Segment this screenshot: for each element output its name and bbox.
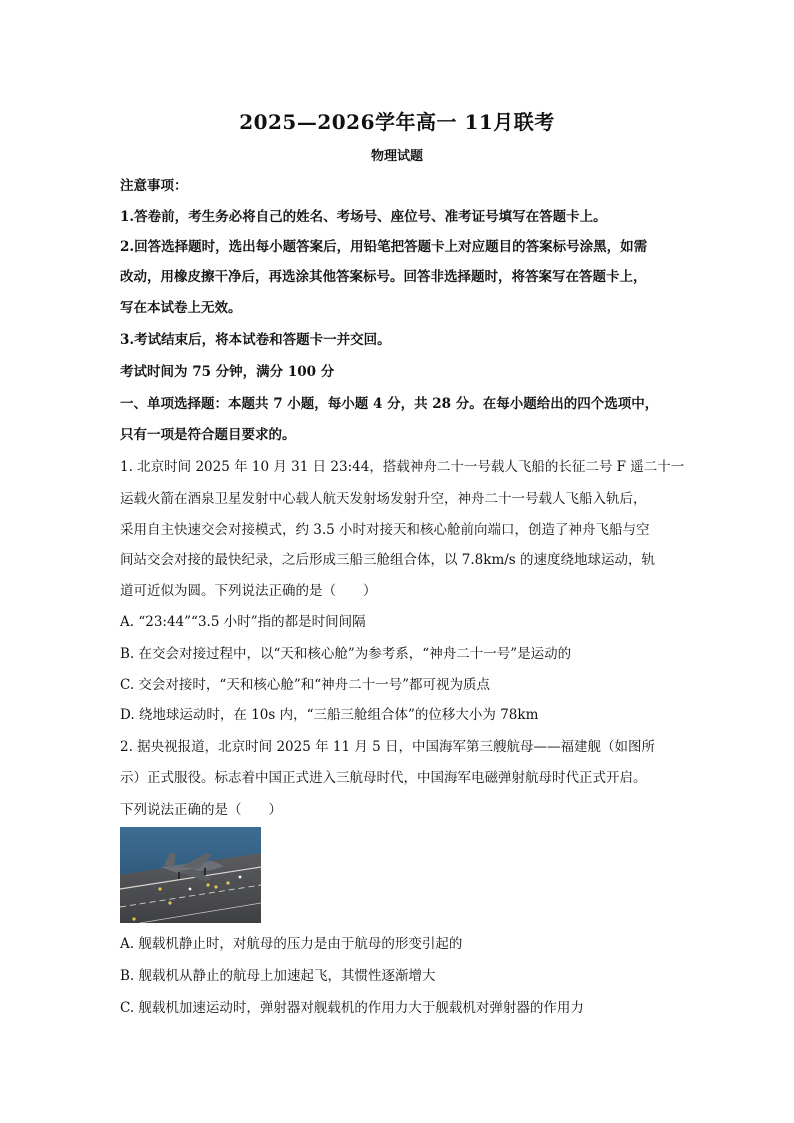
aircraft-carrier-photo (120, 827, 261, 923)
notice-item: 改动，用橡皮擦干净后，再选涂其他答案标号。回答非选择题时，将答案写在答题卡上， (120, 269, 647, 285)
section-heading: 一、单项选择题：本题共 7 小题，每小题 4 分，共 28 分。在每小题给出的四个选项中， (120, 396, 659, 412)
question-1-stem: 间站交会对接的最快纪录，之后形成三船三舱组合体，以 7.8km/s 的速度绕地球运动，轨 (120, 552, 656, 568)
question-1-stem: 道可近似为圆。下列说法正确的是（ ） (120, 583, 377, 599)
section-heading: 只有一项是符合题目要求的。 (120, 427, 296, 443)
question-2-option-b: B. 舰载机从静止的航母上加速起飞，其惯性逐渐增大 (120, 968, 436, 984)
question-2-stem: 示）正式服役。标志着中国正式进入三航母时代，中国海军电磁弹射航母时代正式开启。 (120, 770, 647, 786)
notice-item: 3.考试结束后，将本试卷和答题卡一并交回。 (120, 332, 391, 348)
question-1-option-c: C. 交会对接时，“天和核心舱”和“神舟二十一号”都可视为质点 (120, 677, 491, 693)
page-title: 2025—2026学年高一 11月联考 (239, 110, 555, 134)
question-2-stem: 下列说法正确的是（ ） (120, 802, 282, 818)
question-1-stem: 运载火箭在酒泉卫星发射中心载人航天发射场发射升空，神舟二十一号载人飞船入轨后， (120, 491, 647, 507)
notice-item: 1.答卷前，考生务必将自己的姓名、考场号、座位号、准考证号填写在答题卡上。 (120, 209, 607, 225)
carrier-deck-image (120, 827, 261, 923)
notice-heading: 注意事项： (120, 178, 188, 194)
exam-time-line: 考试时间为 75 分钟，满分 100 分 (120, 364, 335, 380)
question-1-option-d: D. 绕地球运动时，在 10s 内，“三船三舱组合体”的位移大小为 78km (120, 707, 539, 723)
page-subtitle: 物理试题 (370, 149, 423, 164)
question-1-stem: 1. 北京时间 2025 年 10 月 31 日 23:44，搭载神舟二十一号载人飞船的长征二号 F 遥二十一 (120, 459, 685, 475)
question-2-option-c: C. 舰载机加速运动时，弹射器对舰载机的作用力大于舰载机对弹射器的作用力 (120, 1000, 584, 1016)
notice-item: 2.回答选择题时，选出每小题答案后，用铅笔把答题卡上对应题目的答案标号涂黑，如需 (120, 239, 648, 255)
question-1-stem: 采用自主快速交会对接模式，约 3.5 小时对接天和核心舱前向端口，创造了神舟飞船与空 (120, 522, 650, 538)
notice-item: 写在本试卷上无效。 (120, 300, 242, 316)
question-1-option-a: A. “23:44”“3.5 小时”指的都是时间间隔 (120, 614, 366, 630)
question-2-option-a: A. 舰载机静止时，对航母的压力是由于航母的形变引起的 (120, 936, 463, 952)
question-1-option-b: B. 在交会对接过程中，以“天和核心舱”为参考系，“神舟二十一号”是运动的 (120, 646, 572, 662)
question-2-stem: 2. 据央视报道，北京时间 2025 年 11 月 5 日，中国海军第三艘航母——福建舰（如图所 (120, 739, 656, 755)
